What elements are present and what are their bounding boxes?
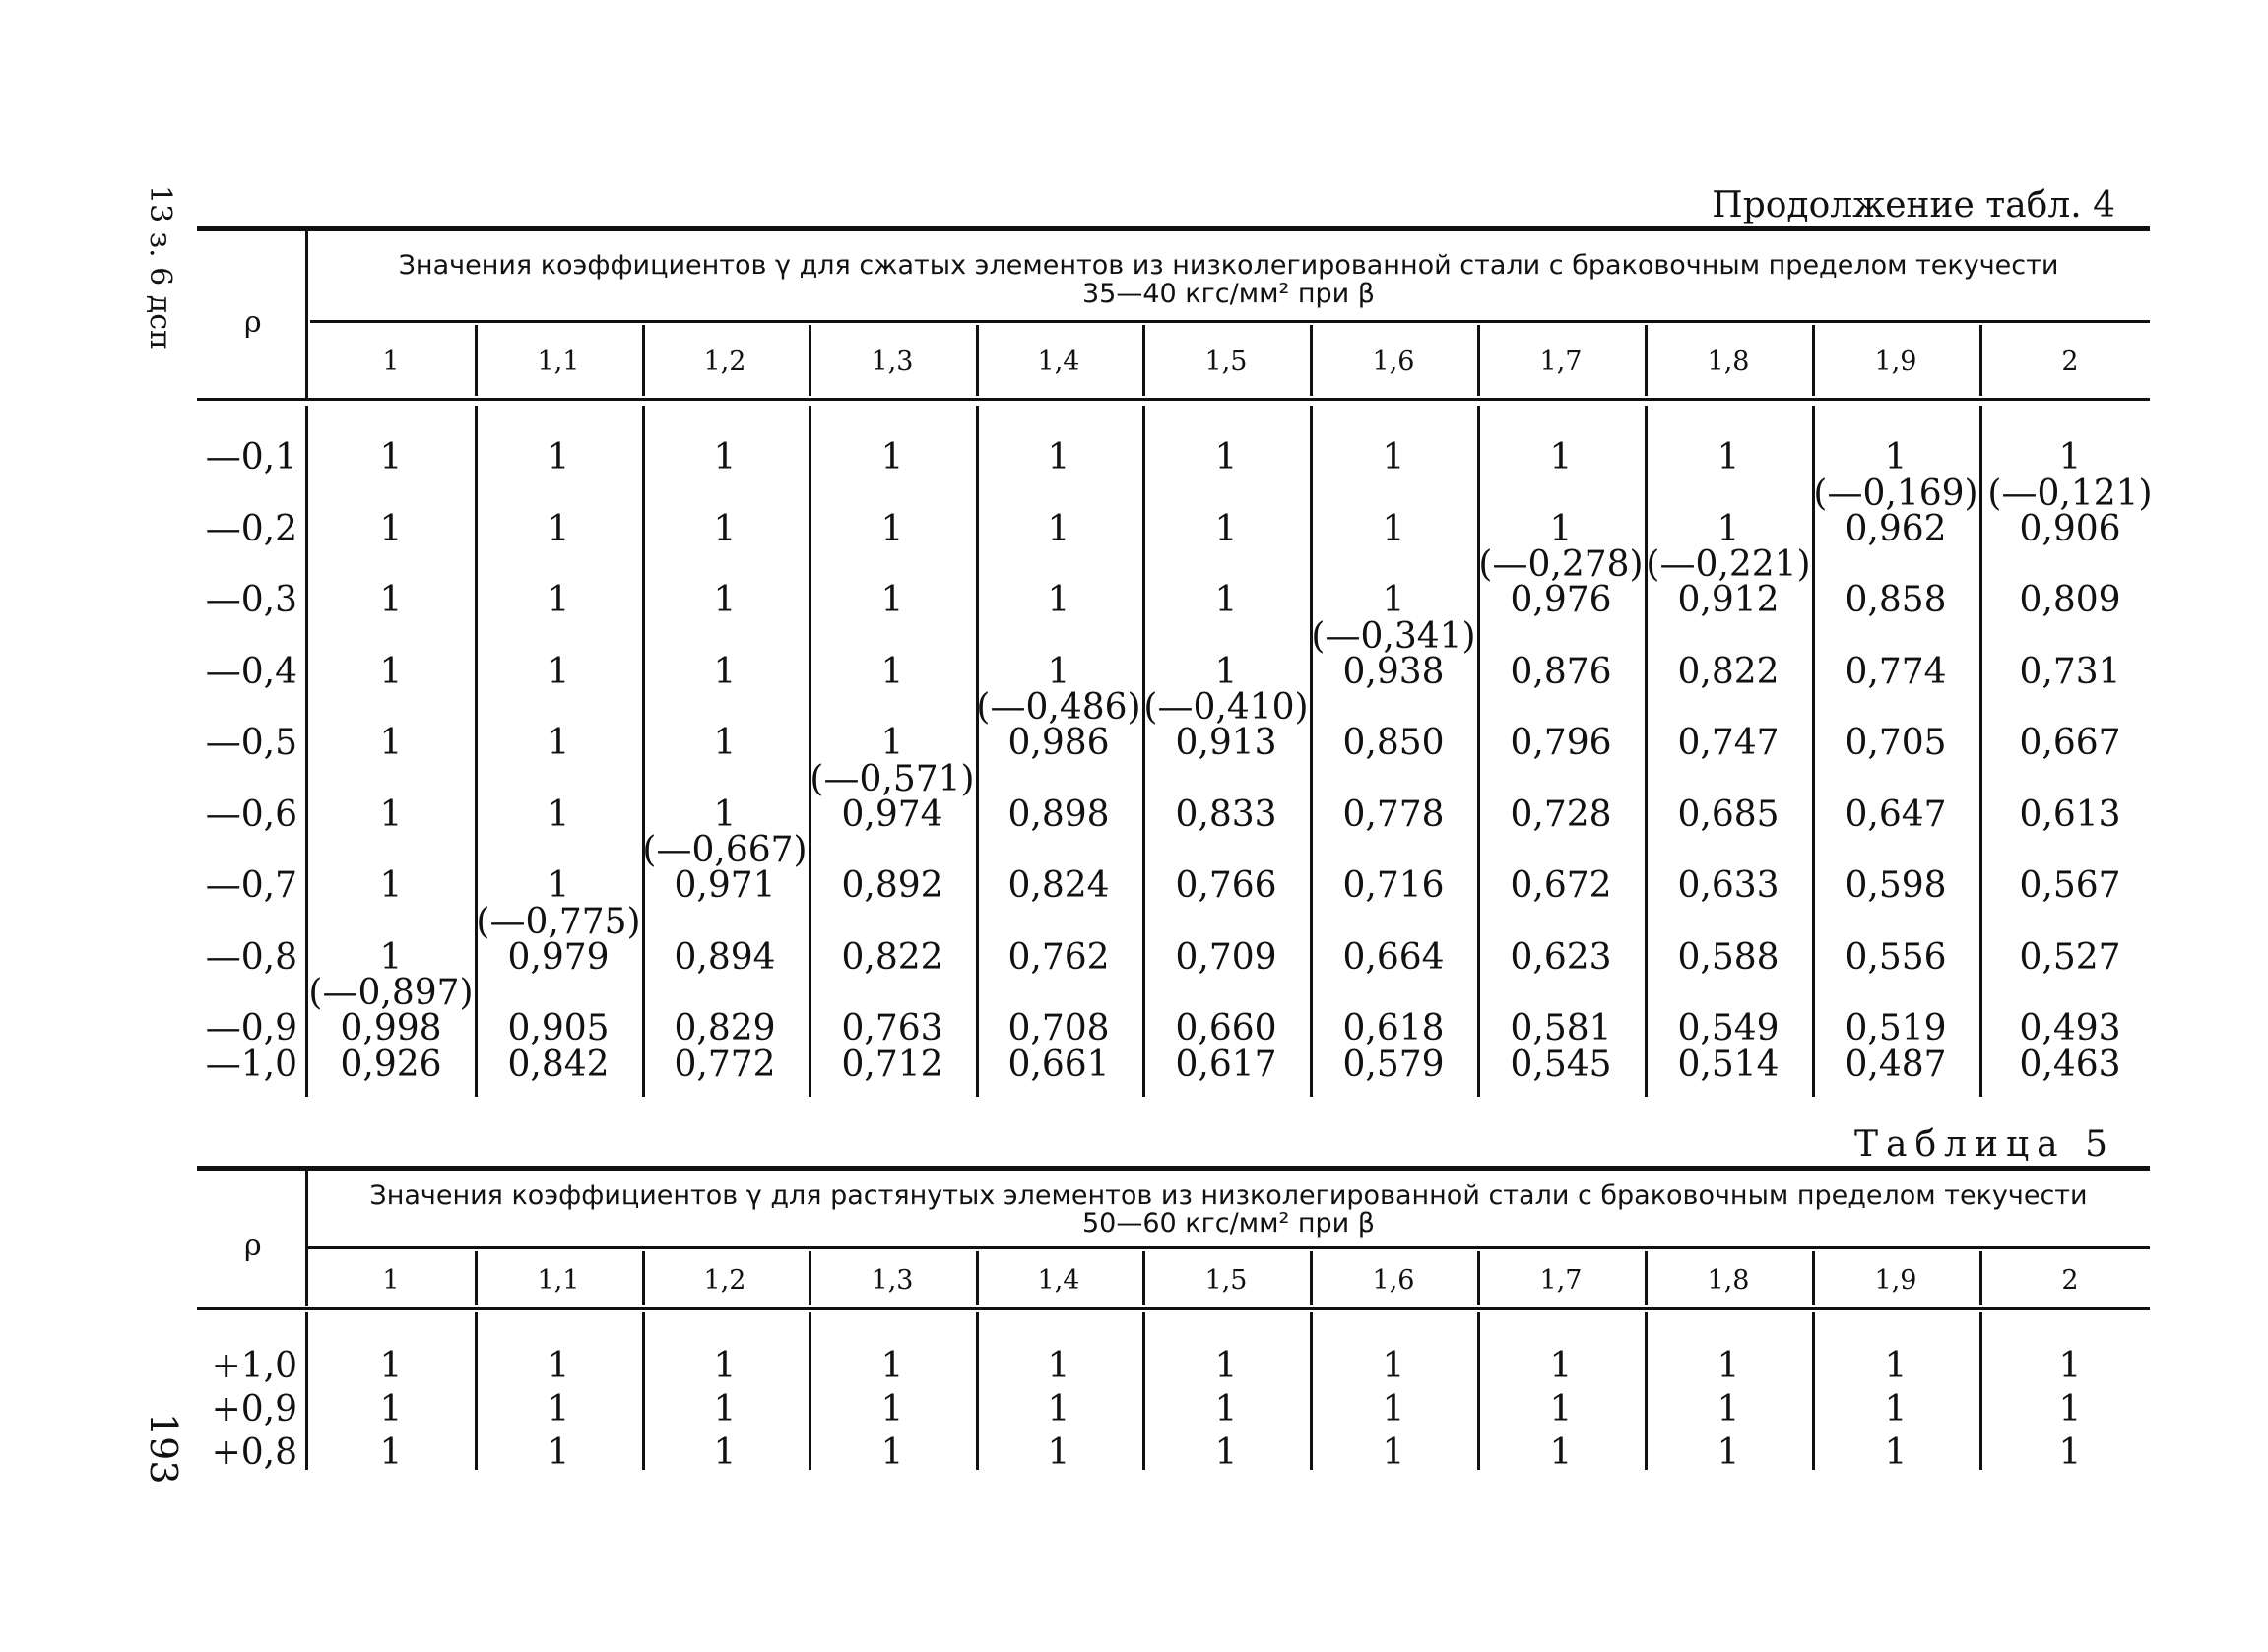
table-5-row-header: ρ xyxy=(244,1229,262,1263)
column-divider xyxy=(1477,1251,1480,1305)
table-4-cell: 0,728 xyxy=(1510,794,1612,835)
table-4-cell: 0,514 xyxy=(1677,1045,1780,1085)
table-4-cell: 1 xyxy=(1884,437,1908,477)
column-divider xyxy=(1979,406,1982,1097)
table-4-cell: 0,938 xyxy=(1342,652,1445,692)
table-4-cell: 0,976 xyxy=(1510,580,1612,620)
table-4-cell: 0,613 xyxy=(2019,794,2121,835)
table-5-cell: 1 xyxy=(1047,1346,1070,1386)
table-5-cell: 1 xyxy=(1884,1346,1908,1386)
table-4-cell: 0,762 xyxy=(1007,937,1110,978)
table-4-cell: 1 xyxy=(1214,437,1238,477)
table-4-cell: 0,487 xyxy=(1845,1045,1947,1085)
table-4-cell: 1 xyxy=(1549,437,1573,477)
table-4-cell: 0,463 xyxy=(2019,1045,2121,1085)
table-4-cell: 1 xyxy=(713,794,737,835)
table-4-cell: 0,822 xyxy=(1677,652,1780,692)
page-number: 193 xyxy=(142,1413,185,1485)
table-5-column-header: 1,3 xyxy=(871,1265,914,1296)
table-4-cell: 0,709 xyxy=(1175,937,1277,978)
table-4-cell: 0,906 xyxy=(2019,509,2121,549)
table-4-column-header: 1,2 xyxy=(703,347,746,377)
table-4-column-header: 1,1 xyxy=(537,347,580,377)
table-4-rho-label: —0,5 xyxy=(205,723,297,763)
column-divider xyxy=(976,1251,979,1305)
column-divider xyxy=(809,406,811,1097)
table-5-cell: 1 xyxy=(880,1346,904,1386)
table-5-cell: 1 xyxy=(547,1346,570,1386)
table-4-cell: 0,772 xyxy=(674,1045,776,1085)
table-4-cell: 1 xyxy=(1717,437,1740,477)
table-4-cell: 0,986 xyxy=(1007,723,1110,763)
page-reference: 13 з. 6 дсп xyxy=(143,185,177,350)
column-divider xyxy=(642,406,645,1097)
table-4-cell: 0,822 xyxy=(841,937,943,978)
table-4-cell: 1 xyxy=(1382,437,1405,477)
table-4-boundary-value: (—0,775) xyxy=(476,902,641,942)
column-divider xyxy=(1477,325,1480,396)
column-divider xyxy=(1310,406,1313,1097)
column-divider xyxy=(475,406,478,1097)
table-4-cell: 1 xyxy=(2058,437,2082,477)
table-4-cell: 0,774 xyxy=(1845,652,1947,692)
table-4-cell: 1 xyxy=(1549,509,1573,549)
table-4-cell: 1 xyxy=(547,794,570,835)
table-4-rho-label: —0,1 xyxy=(205,437,297,477)
table-4-cell: 1 xyxy=(547,652,570,692)
table-4-cell: 0,664 xyxy=(1342,937,1445,978)
table-4-column-header: 1,5 xyxy=(1204,347,1248,377)
column-divider xyxy=(1645,325,1648,396)
table-5-cell: 1 xyxy=(1549,1389,1573,1430)
table-4-cell: 0,705 xyxy=(1845,723,1947,763)
column-divider xyxy=(976,406,979,1097)
table-4-cell: 0,633 xyxy=(1677,865,1780,906)
table-4-cell: 1 xyxy=(1214,580,1238,620)
column-divider xyxy=(475,1251,478,1305)
table-4-cell: 0,581 xyxy=(1510,1008,1612,1048)
table-5-header-line1: Значения коэффициентов γ для растянутых элементов из низколегированной стали с браковочным пределом текучести xyxy=(369,1180,2088,1211)
table-5-cell: 1 xyxy=(1549,1346,1573,1386)
table-4-cell: 1 xyxy=(713,652,737,692)
column-divider xyxy=(1142,1251,1145,1305)
table-4-rho-label: —0,4 xyxy=(205,652,297,692)
table-4-rho-label: —0,6 xyxy=(205,794,297,835)
table-5-cell: 1 xyxy=(713,1432,737,1473)
table-5-cell: 1 xyxy=(713,1346,737,1386)
table-4-cell: 1 xyxy=(880,580,904,620)
table-4-cell: 0,493 xyxy=(2019,1008,2121,1048)
table-4-boundary-value: (—0,221) xyxy=(1646,544,1811,585)
table-4-rho-label: —0,7 xyxy=(205,865,297,906)
table-4-cell: 1 xyxy=(880,509,904,549)
table-4-rho-label: —0,9 xyxy=(205,1008,297,1048)
column-divider xyxy=(1812,1312,1815,1470)
table-4-cell: 1 xyxy=(379,580,403,620)
table-4-cell: 0,549 xyxy=(1677,1008,1780,1048)
table-4-boundary-value: (—0,410) xyxy=(1143,687,1309,728)
table-4-cell: 1 xyxy=(880,652,904,692)
table-5-cell: 1 xyxy=(713,1389,737,1430)
table-5-column-header: 1,5 xyxy=(1204,1265,1248,1296)
column-divider xyxy=(1645,1251,1648,1305)
table-4-cell: 1 xyxy=(880,437,904,477)
column-divider xyxy=(642,1312,645,1470)
table-4-cell: 0,892 xyxy=(841,865,943,906)
table-4-column-header: 1,8 xyxy=(1707,347,1750,377)
table-5-cell: 1 xyxy=(1717,1346,1740,1386)
table-5-cell: 1 xyxy=(1717,1432,1740,1473)
table-4-cell: 0,556 xyxy=(1845,937,1947,978)
table-4-boundary-value: (—0,278) xyxy=(1478,544,1644,585)
table-4-cell: 1 xyxy=(1047,437,1070,477)
table-4-cell: 1 xyxy=(379,509,403,549)
table-4-column-header: 1,7 xyxy=(1539,347,1583,377)
table-5-cell: 1 xyxy=(379,1346,403,1386)
table-4-cell: 0,519 xyxy=(1845,1008,1947,1048)
table-5-rho-label: +0,9 xyxy=(211,1389,297,1430)
column-divider xyxy=(1477,406,1480,1097)
column-divider xyxy=(305,1312,308,1470)
table-4-boundary-value: (—0,667) xyxy=(642,830,808,870)
table-4-cell: 0,712 xyxy=(841,1045,943,1085)
table-4-rho-label: —0,3 xyxy=(205,580,297,620)
table-4-cell: 0,833 xyxy=(1175,794,1277,835)
table-4-cell: 0,598 xyxy=(1845,865,1947,906)
table-4-cell: 0,913 xyxy=(1175,723,1277,763)
table-4-cell: 0,567 xyxy=(2019,865,2121,906)
table-4-cell: 0,850 xyxy=(1342,723,1445,763)
table-5-column-header: 1,9 xyxy=(1874,1265,1917,1296)
table-4-cell: 1 xyxy=(1382,580,1405,620)
table-5-rho-label: +1,0 xyxy=(211,1346,297,1386)
table-4-cell: 0,661 xyxy=(1007,1045,1110,1085)
table-4-cell: 0,731 xyxy=(2019,652,2121,692)
table-4-cell: 0,763 xyxy=(841,1008,943,1048)
table-5-column-header: 1,8 xyxy=(1707,1265,1750,1296)
table-5-cell: 1 xyxy=(1549,1432,1573,1473)
column-divider xyxy=(475,325,478,396)
table-4-cell: 0,829 xyxy=(674,1008,776,1048)
column-divider xyxy=(642,1251,645,1305)
table-5-caption: Таблица 5 xyxy=(1854,1124,2115,1165)
table-4-cell: 1 xyxy=(547,437,570,477)
table-5-cell: 1 xyxy=(1382,1432,1405,1473)
table-5-cell: 1 xyxy=(379,1432,403,1473)
table-4-cell: 1 xyxy=(1382,509,1405,549)
table-4-cell: 0,824 xyxy=(1007,865,1110,906)
table-4-cell: 0,912 xyxy=(1677,580,1780,620)
column-divider xyxy=(1310,1312,1313,1470)
table-4-row-header: ρ xyxy=(244,305,262,340)
column-divider xyxy=(976,1312,979,1470)
table-5-column-header: 1,7 xyxy=(1539,1265,1583,1296)
table-4-column-header: 1,6 xyxy=(1372,347,1415,377)
table-4-cell: 0,685 xyxy=(1677,794,1780,835)
table-4-cell: 1 xyxy=(379,865,403,906)
table-5-column-header: 2 xyxy=(2061,1265,2079,1296)
table-4-cell: 0,545 xyxy=(1510,1045,1612,1085)
column-divider xyxy=(809,325,811,396)
table-4-cell: 1 xyxy=(713,437,737,477)
column-divider xyxy=(809,1312,811,1470)
table-4-cell: 0,974 xyxy=(841,794,943,835)
table-4-cell: 1 xyxy=(379,437,403,477)
table-5-cell: 1 xyxy=(1884,1389,1908,1430)
column-divider xyxy=(1310,1251,1313,1305)
table-5-cell: 1 xyxy=(880,1389,904,1430)
table-4-cell: 0,617 xyxy=(1175,1045,1277,1085)
table-4-rho-label: —1,0 xyxy=(205,1045,297,1085)
table-5-cell: 1 xyxy=(1884,1432,1908,1473)
table-5-cell: 1 xyxy=(1382,1346,1405,1386)
column-divider xyxy=(1645,406,1648,1097)
table-4-cell: 0,766 xyxy=(1175,865,1277,906)
table-4-cell: 1 xyxy=(713,580,737,620)
table-4-cell: 1 xyxy=(379,723,403,763)
column-divider xyxy=(1979,1312,1982,1470)
table-4-cell: 0,971 xyxy=(674,865,776,906)
table-4-cell: 1 xyxy=(379,652,403,692)
table-5-cell: 1 xyxy=(2058,1389,2082,1430)
table-5-cell: 1 xyxy=(2058,1432,2082,1473)
table-4-cell: 0,579 xyxy=(1342,1045,1445,1085)
table-4-cell: 0,667 xyxy=(2019,723,2121,763)
table-4-cell: 0,979 xyxy=(507,937,610,978)
table-4-cell: 0,618 xyxy=(1342,1008,1445,1048)
table-4-cell: 0,647 xyxy=(1845,794,1947,835)
table-4-boundary-value: (—0,486) xyxy=(976,687,1141,728)
table-4-cell: 0,898 xyxy=(1007,794,1110,835)
column-divider xyxy=(976,325,979,396)
table-4-cell: 1 xyxy=(880,723,904,763)
table-4-boundary-value: (—0,341) xyxy=(1311,616,1476,657)
table-4-cell: 0,672 xyxy=(1510,865,1612,906)
table-4-cell: 1 xyxy=(1214,509,1238,549)
table-4-column-header: 1 xyxy=(382,347,400,377)
table-4-header-line1: Значения коэффициентов γ для сжатых элементов из низколегированной стали с браковочным пределом текучести xyxy=(398,250,2059,281)
column-divider xyxy=(1310,325,1313,396)
table-5-cell: 1 xyxy=(1047,1389,1070,1430)
column-divider xyxy=(1979,325,1982,396)
table-4-cell: 0,623 xyxy=(1510,937,1612,978)
table-5-cell: 1 xyxy=(1214,1346,1238,1386)
table-4-boundary-value: (—0,121) xyxy=(1987,474,2153,514)
table-4-cell: 0,926 xyxy=(340,1045,442,1085)
table-4-rho-label: —0,2 xyxy=(205,509,297,549)
table-5-cell: 1 xyxy=(1214,1432,1238,1473)
table-4-cell: 1 xyxy=(547,865,570,906)
table-5-column-header: 1,2 xyxy=(703,1265,746,1296)
table-4-cell: 0,660 xyxy=(1175,1008,1277,1048)
table-4-header-line2: 35—40 кгс/мм² при β xyxy=(1081,279,1376,309)
table-4-cell: 0,588 xyxy=(1677,937,1780,978)
table-5-cell: 1 xyxy=(1717,1389,1740,1430)
table-5-rho-label: +0,8 xyxy=(211,1432,297,1473)
table-4-boundary-value: (—0,897) xyxy=(308,973,474,1013)
table-5-cell: 1 xyxy=(2058,1346,2082,1386)
column-divider xyxy=(1812,1251,1815,1305)
column-divider xyxy=(1979,1251,1982,1305)
table-4-cell: 1 xyxy=(1047,652,1070,692)
table-4-cell: 1 xyxy=(713,509,737,549)
table-4-cell: 0,894 xyxy=(674,937,776,978)
table-4-cell: 0,527 xyxy=(2019,937,2121,978)
table-4-boundary-value: (—0,169) xyxy=(1813,474,1978,514)
table-5-cell: 1 xyxy=(379,1389,403,1430)
table-5-header-line2: 50—60 кгс/мм² при β xyxy=(1081,1208,1376,1239)
table-4-cell: 0,842 xyxy=(507,1045,610,1085)
column-divider xyxy=(1812,325,1815,396)
table-5-cell: 1 xyxy=(1382,1389,1405,1430)
table-5-column-header: 1 xyxy=(382,1265,400,1296)
table-4-caption: Продолжение табл. 4 xyxy=(1712,185,2115,225)
table-4-cell: 0,998 xyxy=(340,1008,442,1048)
table-4-column-header: 1,9 xyxy=(1874,347,1917,377)
table-4-rho-label: —0,8 xyxy=(205,937,297,978)
table-5-cell: 1 xyxy=(547,1389,570,1430)
column-divider xyxy=(1142,1312,1145,1470)
table-4-cell: 1 xyxy=(547,580,570,620)
table-4-cell: 0,778 xyxy=(1342,794,1445,835)
column-divider xyxy=(1142,406,1145,1097)
table-4-cell: 0,858 xyxy=(1845,580,1947,620)
table-4-cell: 0,809 xyxy=(2019,580,2121,620)
table-4-cell: 0,747 xyxy=(1677,723,1780,763)
table-4-cell: 0,876 xyxy=(1510,652,1612,692)
table-5-cell: 1 xyxy=(547,1432,570,1473)
table-4-boundary-value: (—0,571) xyxy=(810,759,975,799)
table-4-cell: 1 xyxy=(1047,580,1070,620)
column-divider xyxy=(642,325,645,396)
table-5-cell: 1 xyxy=(1214,1389,1238,1430)
table-4-cell: 1 xyxy=(1047,509,1070,549)
table-4-cell: 1 xyxy=(713,723,737,763)
table-5-column-header: 1,4 xyxy=(1037,1265,1080,1296)
table-4-cell: 1 xyxy=(379,937,403,978)
table-4-column-header: 1,4 xyxy=(1037,347,1080,377)
table-4-cell: 1 xyxy=(547,509,570,549)
table-4-cell: 0,716 xyxy=(1342,865,1445,906)
table-4-cell: 1 xyxy=(1214,652,1238,692)
table-4-column-header: 1,3 xyxy=(871,347,914,377)
table-5-cell: 1 xyxy=(880,1432,904,1473)
table-5-column-header: 1,1 xyxy=(537,1265,580,1296)
column-divider xyxy=(1645,1312,1648,1470)
table-4-cell: 1 xyxy=(379,794,403,835)
table-4-cell: 0,796 xyxy=(1510,723,1612,763)
column-divider xyxy=(475,1312,478,1470)
column-divider xyxy=(1477,1312,1480,1470)
table-4-cell: 0,962 xyxy=(1845,509,1947,549)
table-4-cell: 1 xyxy=(547,723,570,763)
column-divider xyxy=(809,1251,811,1305)
table-4-cell: 0,905 xyxy=(507,1008,610,1048)
table-5-column-header: 1,6 xyxy=(1372,1265,1415,1296)
table-5-cell: 1 xyxy=(1047,1432,1070,1473)
table-4-column-header: 2 xyxy=(2061,347,2079,377)
column-divider xyxy=(1142,325,1145,396)
table-4-cell: 1 xyxy=(1717,509,1740,549)
table-4-cell: 0,708 xyxy=(1007,1008,1110,1048)
